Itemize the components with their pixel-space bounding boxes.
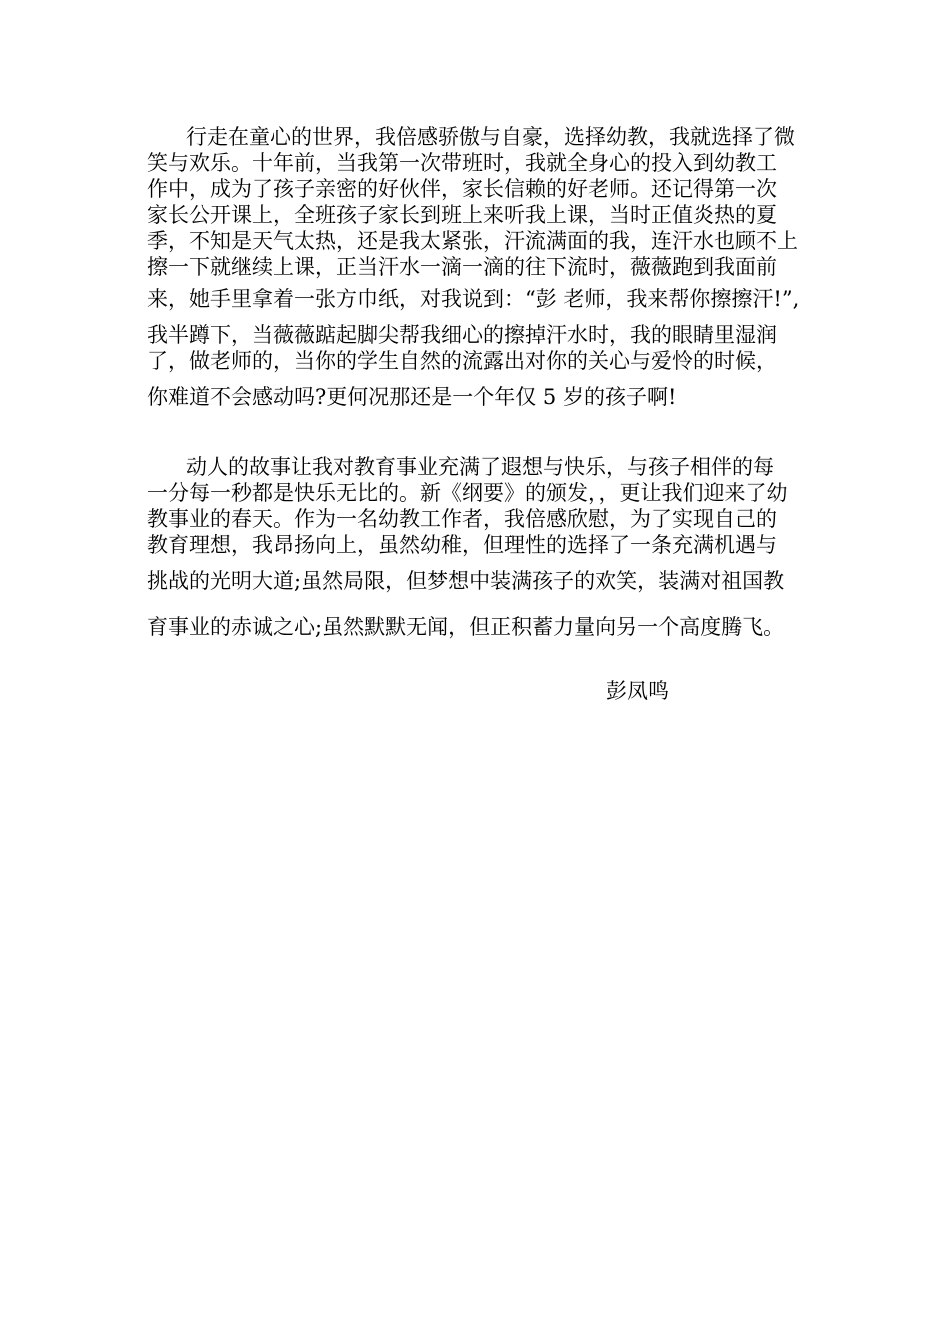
paragraph-line: 我半蹲下，当薇薇踮起脚尖帮我细心的擦掉汗水时，我的眼睛里湿润 bbox=[147, 323, 777, 347]
paragraph-line: 了，做老师的，当你的学生自然的流露出对你的关心与爱怜的时候， bbox=[147, 349, 777, 373]
paragraph-line: 行走在童心的世界，我倍感骄傲与自豪，选择幼教，我就选择了微 bbox=[186, 125, 795, 149]
paragraph-line: 育事业的赤诚之心;虽然默默无闻，但正积蓄力量向另一个高度腾飞。 bbox=[147, 615, 785, 639]
paragraph-line: 作中，成为了孩子亲密的好伙伴，家长信赖的好老师。还记得第一次 bbox=[147, 177, 777, 201]
paragraph-line: 教事业的春天。作为一名幼教工作者，我倍感欣慰，为了实现自己的 bbox=[147, 507, 777, 531]
paragraph-line: 擦一下就继续上课，正当汗水一滴一滴的往下流时，薇薇跑到我面前 bbox=[147, 255, 777, 279]
paragraph-line: 一分每一秒都是快乐无比的。新《纲要》的颁发，，更让我们迎来了幼 bbox=[147, 481, 788, 505]
paragraph-line: 季，不知是天气太热，还是我太紧张，汗流满面的我，连汗水也顾不上 bbox=[147, 229, 798, 253]
paragraph-line: 动人的故事让我对教育事业充满了遐想与快乐，与孩子相伴的每 bbox=[186, 455, 774, 479]
paragraph-line: 教育理想，我昂扬向上，虽然幼稚，但理性的选择了一条充满机遇与 bbox=[147, 533, 777, 557]
paragraph-line: 挑战的光明大道;虽然局限，但梦想中装满孩子的欢笑，装满对祖国教 bbox=[147, 569, 785, 593]
paragraph-line: 你难道不会感动吗?更何况那还是一个年仅 5 岁的孩子啊! bbox=[147, 385, 677, 409]
paragraph-line: 家长公开课上，全班孩子家长到班上来听我上课，当时正值炎热的夏 bbox=[147, 203, 777, 227]
paragraph-line: 来，她手里拿着一张方巾纸，对我说到：“彭 老师，我来帮你擦擦汗!”, bbox=[147, 287, 800, 311]
author-signature: 彭凤鸣 bbox=[606, 679, 669, 703]
paragraph-line: 笑与欢乐。十年前，当我第一次带班时，我就全身心的投入到幼教工 bbox=[147, 151, 777, 175]
